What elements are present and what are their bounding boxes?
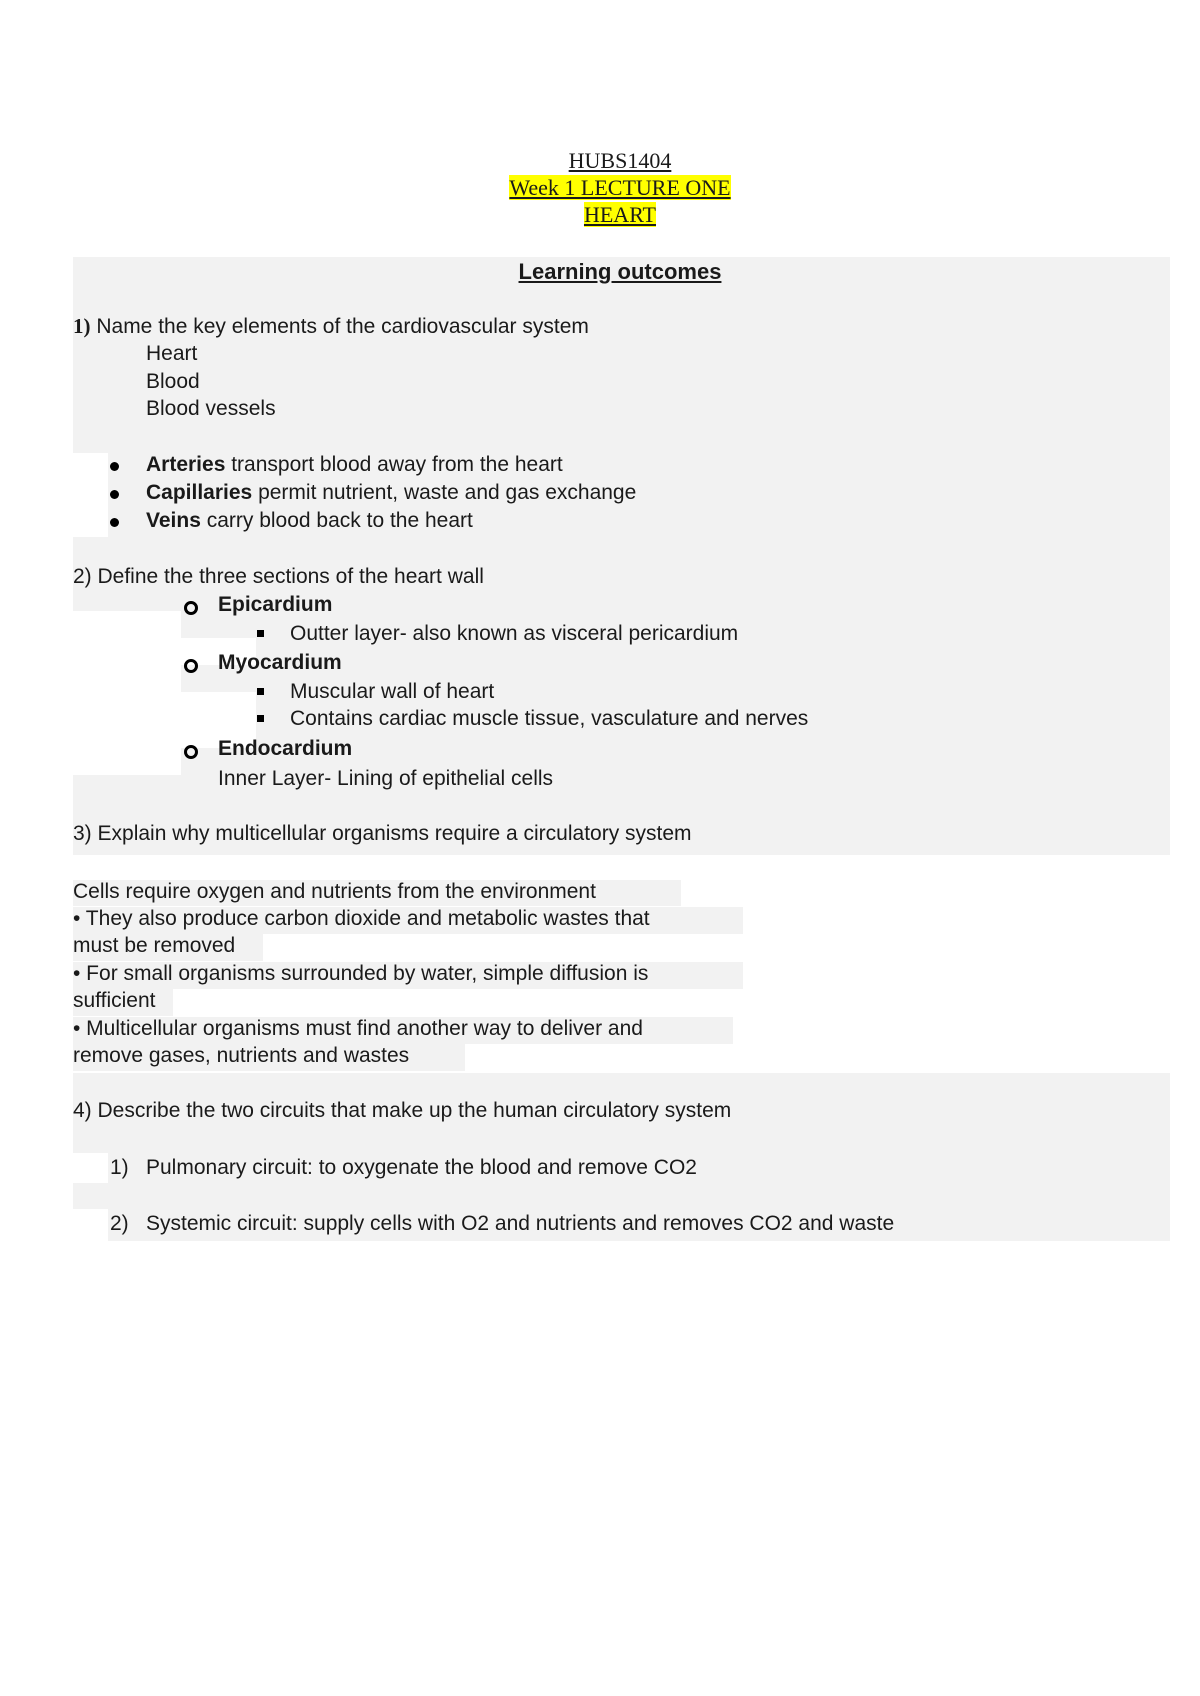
circuit-1-number: 1) — [110, 1156, 129, 1179]
lecture-title: Week 1 LECTURE ONE — [509, 175, 731, 200]
shade-outcome1 — [73, 257, 1170, 453]
outcome-1-number: 1) — [73, 314, 91, 338]
explanation-line-3: must be removed — [73, 934, 236, 957]
vessel-veins: Veins carry blood back to the heart — [146, 509, 473, 532]
outcome-4: 4) Describe the two circuits that make up the human circulatory system — [73, 1099, 732, 1122]
circuit-2-text: Systemic circuit: supply cells with O2 and nutrients and removes CO2 and waste — [146, 1212, 895, 1235]
outcome-1-text: Name the key elements of the cardiovascular system — [96, 315, 589, 338]
explanation-line-6: • Multicellular organisms must find another way to deliver and — [73, 1017, 643, 1040]
explanation-line-7: remove gases, nutrients and wastes — [73, 1044, 410, 1067]
learning-outcomes-title: Learning outcomes — [518, 259, 722, 284]
vessel-capillaries: Capillaries permit nutrient, waste and gas exchange — [146, 481, 637, 504]
myocardium-point-1: Muscular wall of heart — [290, 680, 495, 703]
circuit-2-number: 2) — [110, 1212, 129, 1235]
square-bullet-icon — [257, 630, 264, 637]
explanation-line-1: Cells require oxygen and nutrients from the environment — [73, 880, 596, 903]
vessel-arteries: Arteries transport blood away from the heart — [146, 453, 563, 476]
circle-bullet-icon — [184, 659, 198, 673]
circle-bullet-icon — [184, 601, 198, 615]
explanation-line-5: sufficient — [73, 989, 156, 1012]
endocardium-note: Inner Layer- Lining of epithelial cells — [218, 767, 554, 790]
circuit-1-text: Pulmonary circuit: to oxygenate the blood and remove CO2 — [146, 1156, 697, 1179]
myocardium-point-2: Contains cardiac muscle tissue, vasculature and nerves — [290, 707, 809, 730]
square-bullet-icon — [257, 688, 264, 695]
course-code: HUBS1404 — [568, 148, 672, 173]
epicardium-point: Outter layer- also known as visceral pericardium — [290, 622, 739, 645]
explanation-line-2: • They also produce carbon dioxide and metabolic wastes that — [73, 907, 650, 930]
circle-bullet-icon — [184, 745, 198, 759]
outcome-3: 3) Explain why multicellular organisms require a circulatory system — [73, 822, 692, 845]
explanation-line-4: • For small organisms surrounded by water, simple diffusion is — [73, 962, 649, 985]
lecture-topic: HEART — [583, 202, 656, 227]
shade-gap — [73, 1183, 1170, 1209]
outcome-1 — [73, 313, 589, 340]
element-blood: Blood — [146, 370, 200, 393]
bullet-icon — [110, 518, 119, 527]
epicardium-title: Epicardium — [218, 593, 333, 616]
myocardium-title: Myocardium — [218, 651, 342, 674]
bullet-icon — [110, 462, 119, 471]
square-bullet-icon — [257, 715, 264, 722]
element-heart: Heart — [146, 342, 198, 365]
outcome-2: 2) Define the three sections of the heart wall — [73, 565, 484, 588]
bullet-icon — [110, 490, 119, 499]
endocardium-title: Endocardium — [218, 737, 353, 760]
element-blood-vessels: Blood vessels — [146, 397, 276, 420]
